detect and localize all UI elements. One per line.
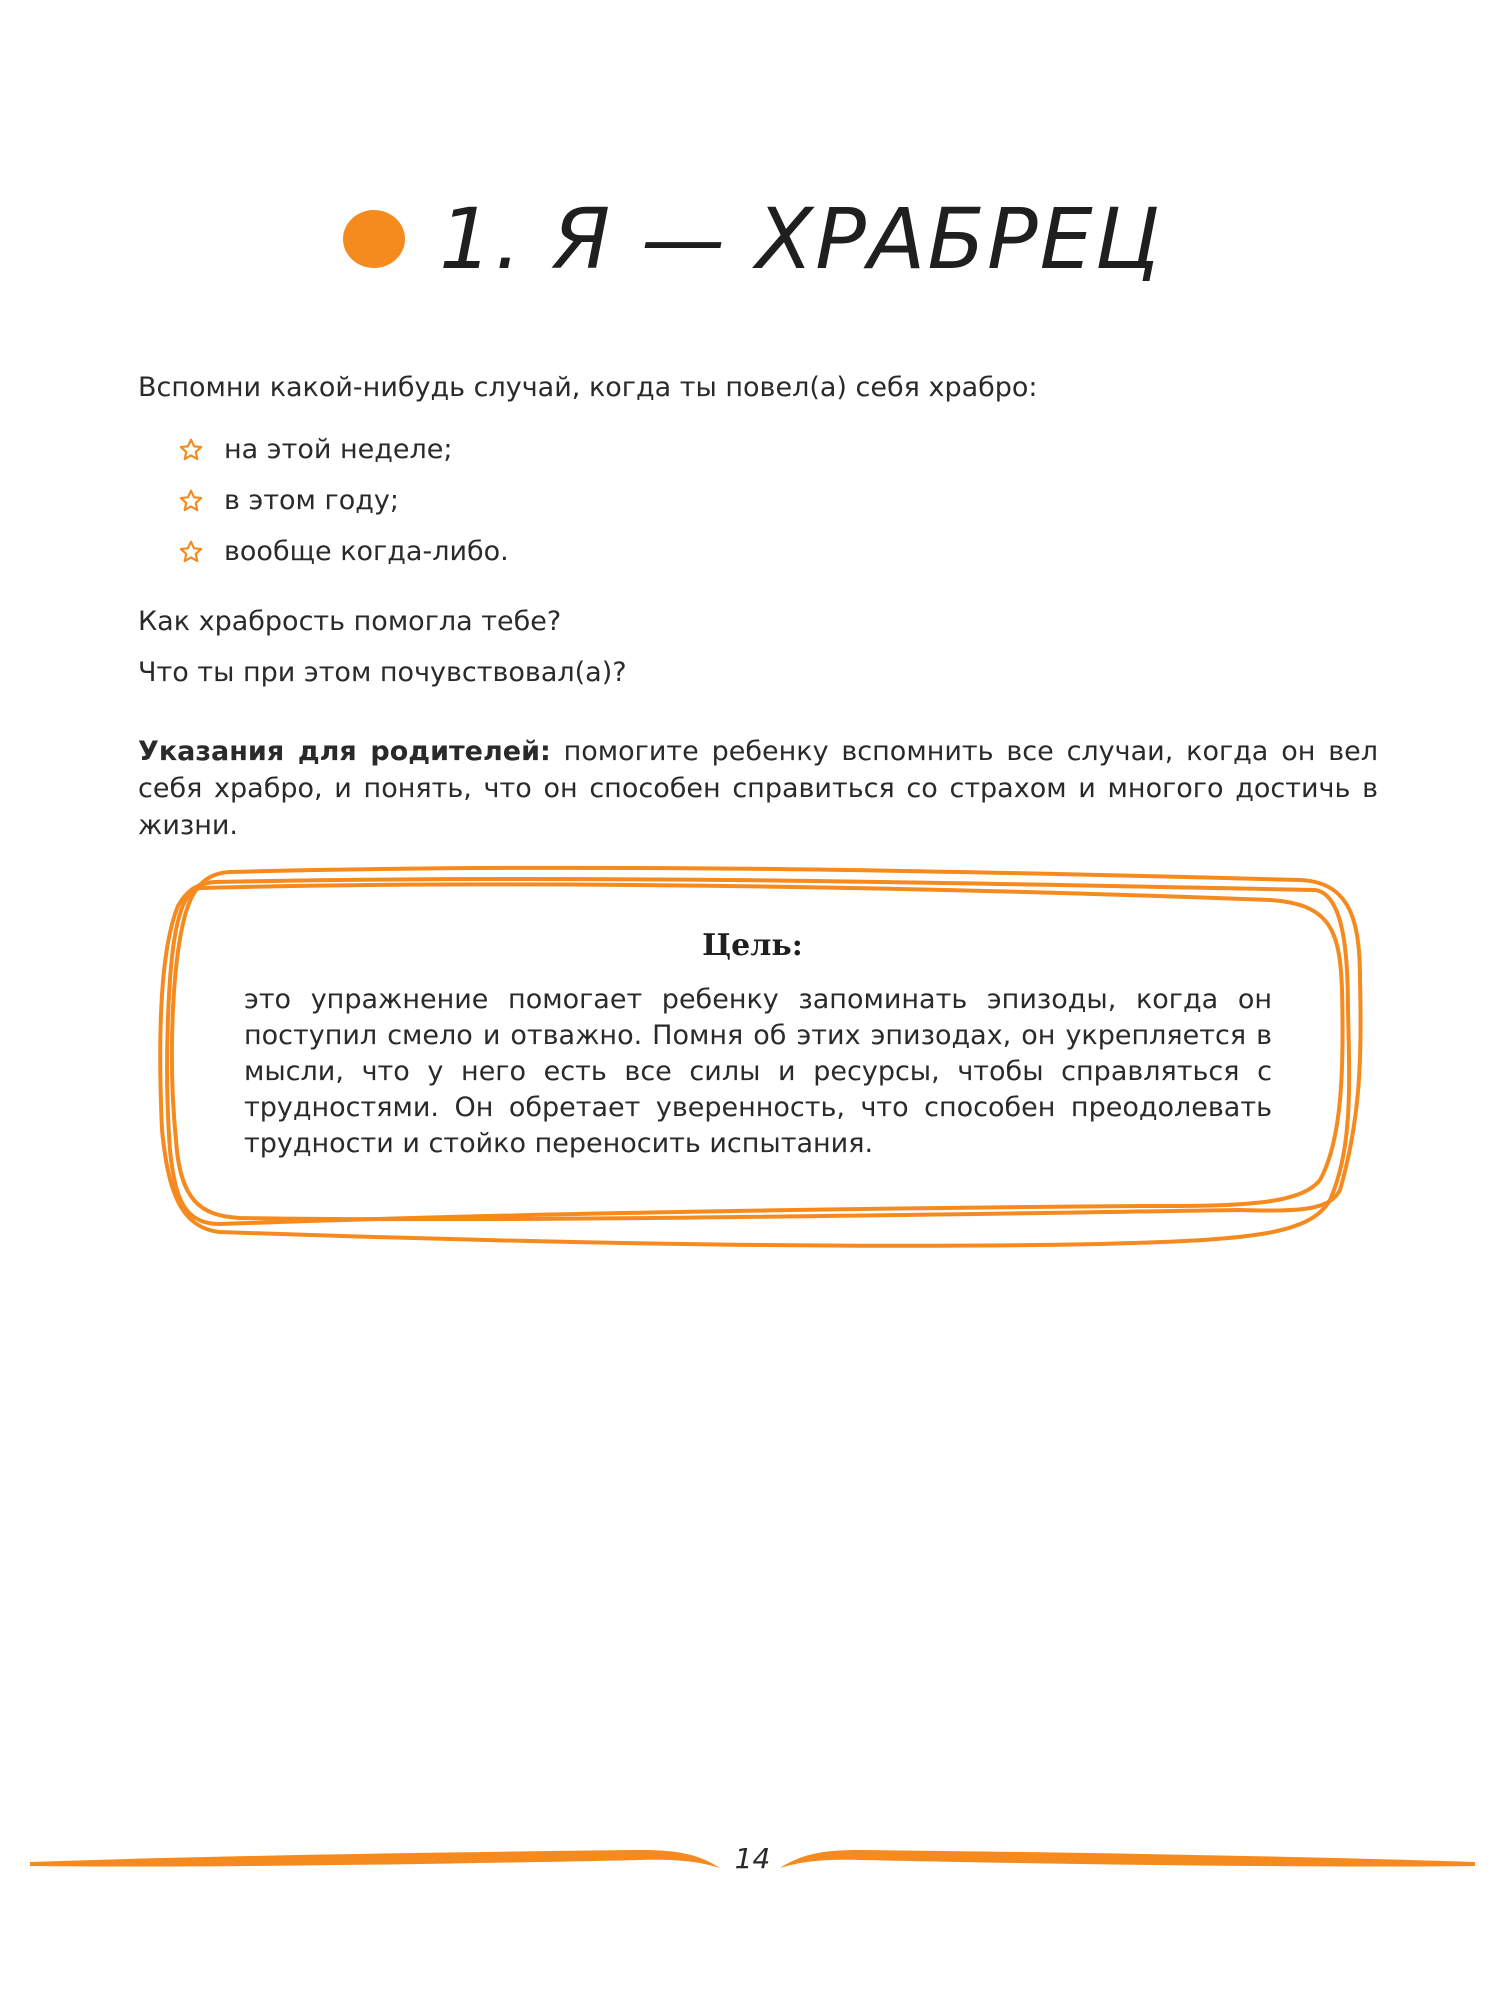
goal-title: Цель: <box>702 928 803 963</box>
question-1: Как храбрость помогла тебе? <box>138 606 562 637</box>
question-2: Что ты при этом почувствовал(а)? <box>138 657 627 688</box>
list-item-text: вообще когда-либо. <box>224 536 509 567</box>
list-item-text: на этой неделе; <box>224 434 453 465</box>
page-number: 14 <box>734 1842 771 1875</box>
page-title-text: 1. Я — ХРАБРЕЦ <box>439 190 1162 288</box>
intro-text: Вспомни какой-нибудь случай, когда ты повел(а) себя храбро: <box>138 372 1038 403</box>
parents-label: Указания для родителей: <box>138 736 551 767</box>
list-item-text: в этом году; <box>224 485 399 516</box>
goal-text: это упражнение помогает ребенку запоминать эпизоды, когда он поступил смело и отважно. Помня об этих эпизодах, он укрепляется в мысли, что у него есть все силы и ресурсы, чтобы справляться с трудностями. Он обретает уверенность, что способен преодолевать трудности и стойко переносить испытания. <box>244 984 1272 1159</box>
parents-text: помогите ребенку вспомнить все случаи, когда он вел себя храбро, и понять, что он способен справиться со страхом и многого достичь в жизни. <box>138 736 1378 841</box>
